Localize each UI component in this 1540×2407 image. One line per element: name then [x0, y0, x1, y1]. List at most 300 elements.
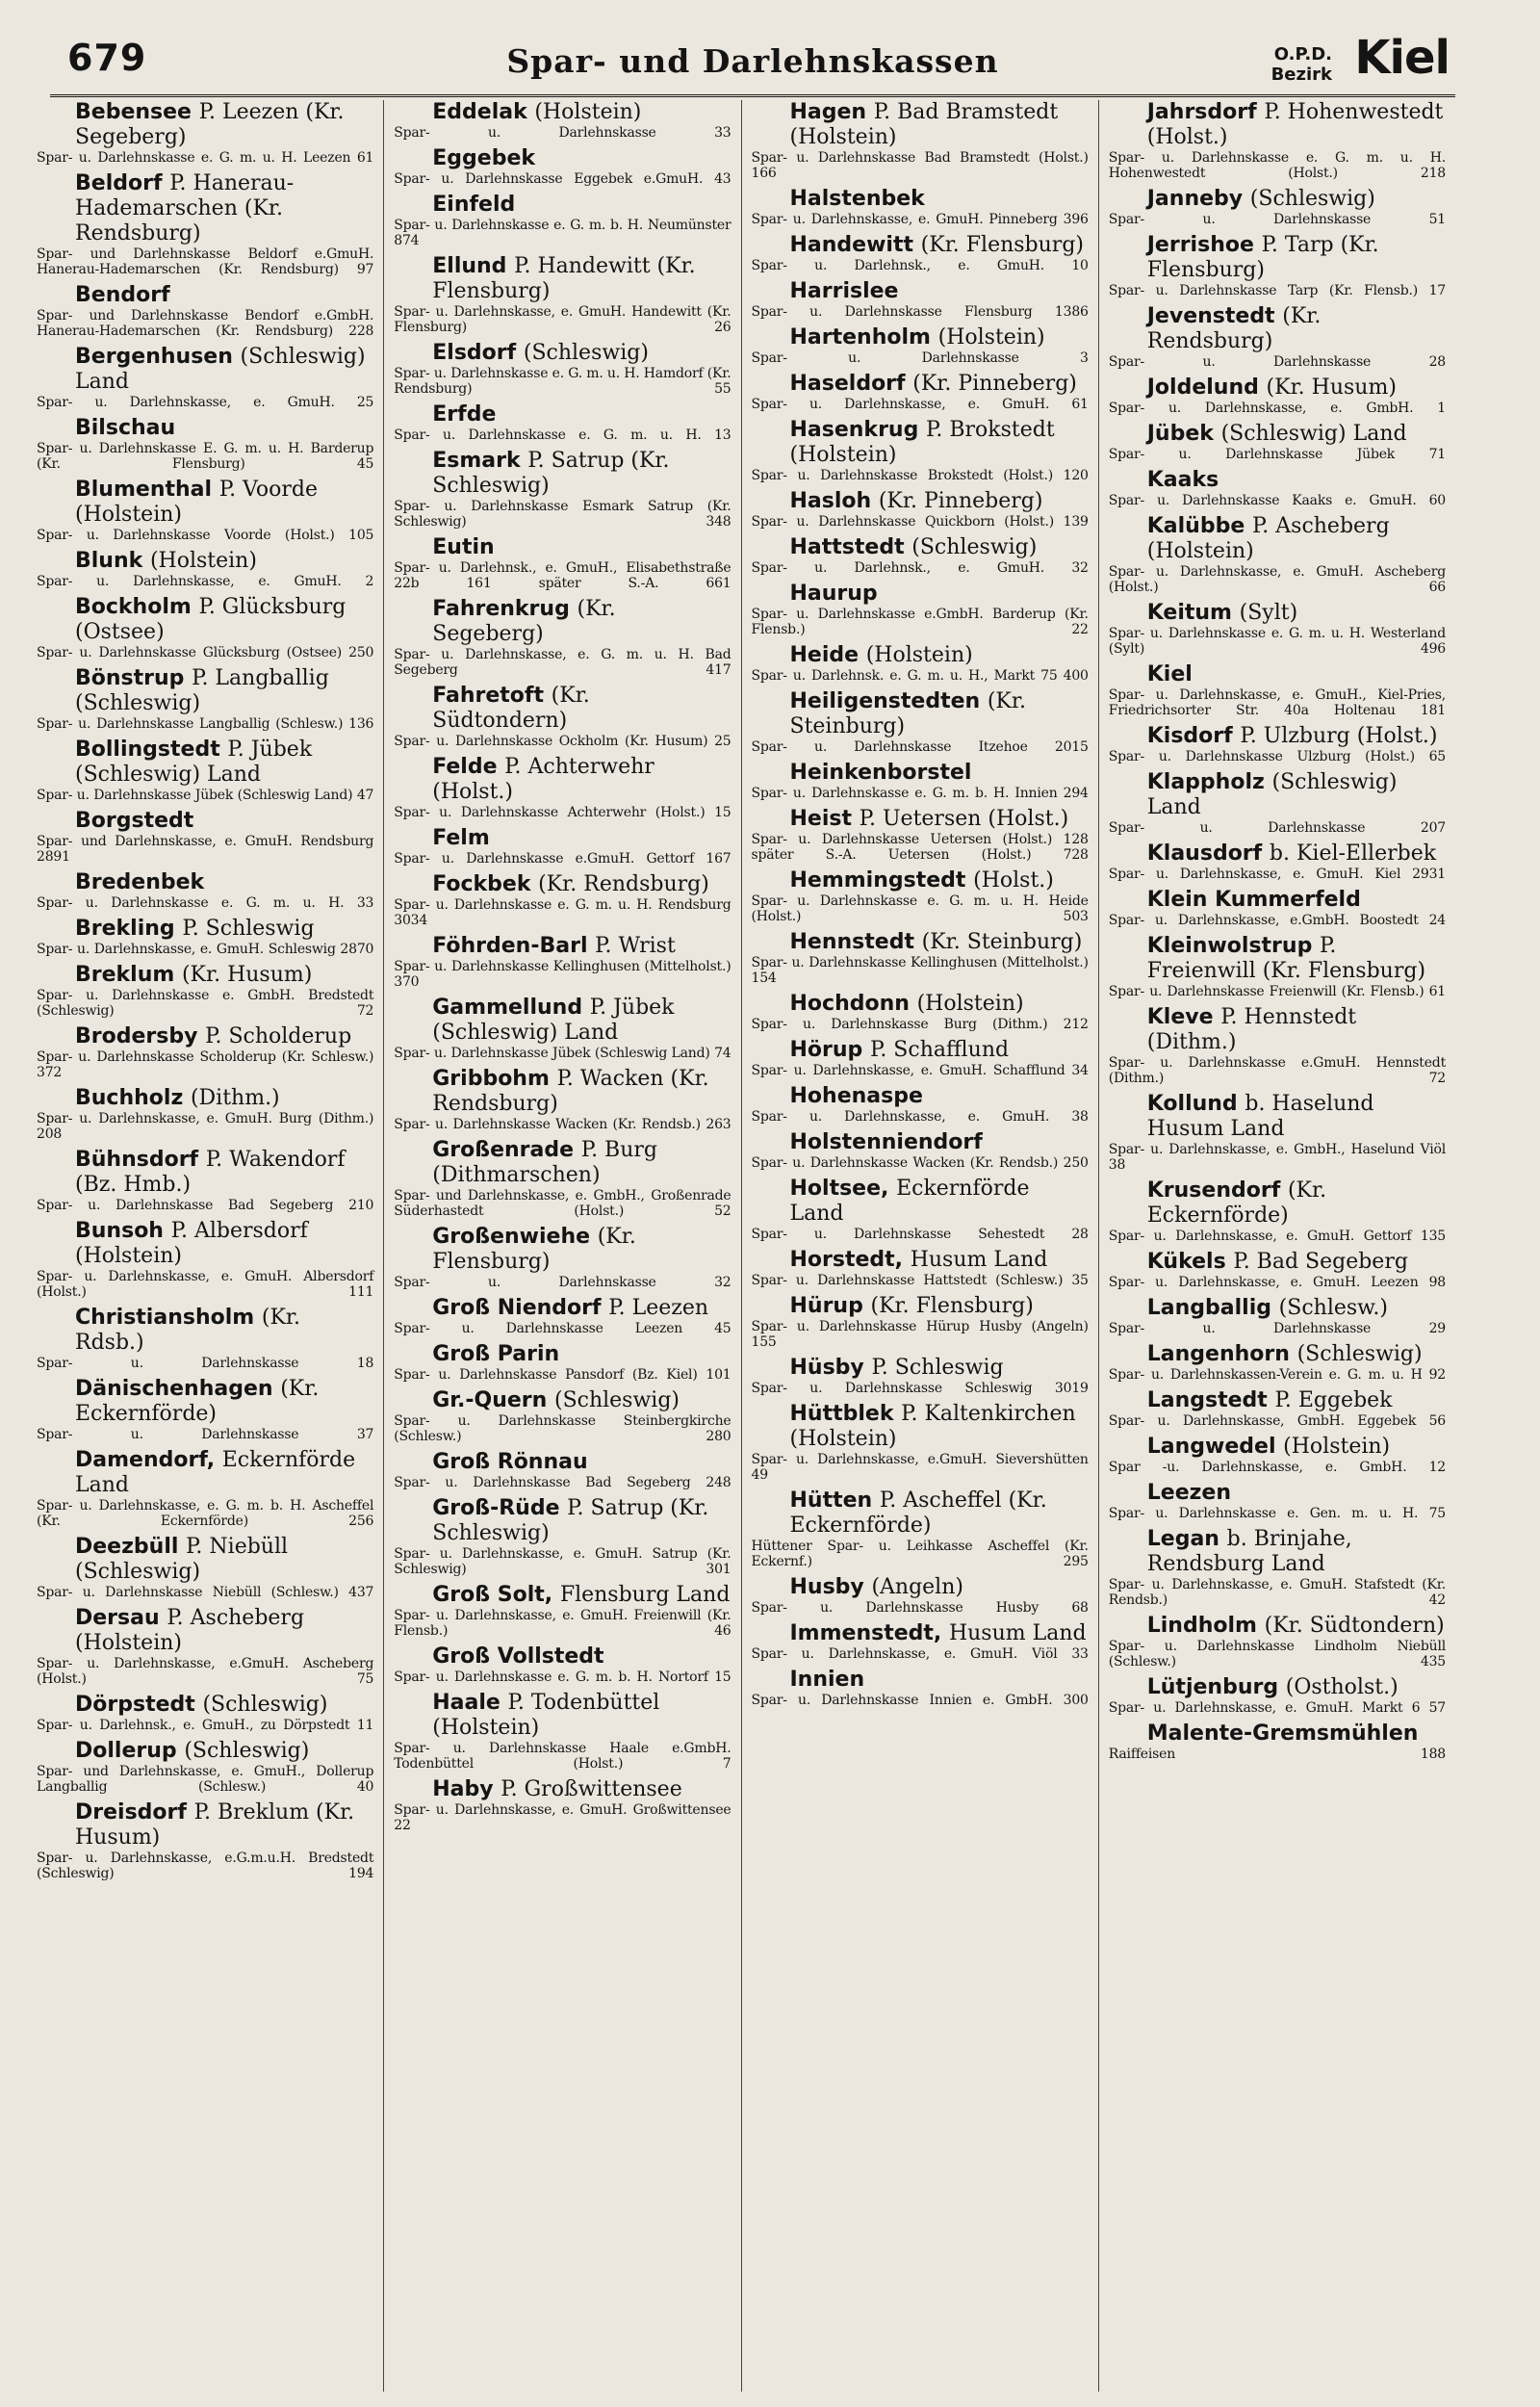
bank-detail: Spar- u. Darlehnskasse Glücksburg (Ostsee) 250	[37, 645, 374, 660]
bank-detail: Spar- u. Darlehnskasse, e. GmuH., Kiel-Pries, Friedrichsorter Str. 40a Holtenau 181	[1108, 687, 1446, 718]
place-name: Großenwiehe	[432, 1225, 591, 1249]
directory-entry	[37, 1693, 373, 1733]
place-name: Groß Parin	[432, 1342, 560, 1366]
entry-heading	[1109, 422, 1446, 447]
bank-detail: Spar- u. Darlehnskasse, e. GmuH. Handewitt (Kr. Flensburg) 26	[394, 304, 732, 335]
place-name: Hasloh	[789, 489, 872, 513]
bank-detail: Spar- u. Darlehnskasse Kellinghusen (Mittelholst.) 154	[751, 955, 1089, 986]
place-name: Groß-Rüde	[432, 1496, 560, 1520]
entry-heading	[394, 146, 731, 171]
directory-entry	[37, 870, 373, 911]
post-office: P. Jübek (Schleswig) Land	[75, 738, 313, 787]
directory-entry	[37, 1448, 373, 1529]
post-office: (Kr. Rdsb.)	[75, 1306, 300, 1355]
place-name: Klappholz	[1146, 770, 1265, 794]
bank-detail: Spar- u. Darlehnskasse, e. GmuH. 2	[37, 574, 374, 589]
place-name: Esmark	[432, 449, 521, 473]
post-office: (Kr. Rendsburg)	[1146, 304, 1322, 353]
entry-heading	[394, 1450, 731, 1475]
entry-heading	[1109, 468, 1446, 493]
entry-heading	[752, 582, 1089, 607]
bank-detail: Spar- u. Darlehnskasse, e. G. m. b. H. Ascheffel (Kr. Eckernförde) 256	[37, 1498, 374, 1529]
bank-detail: Spar- u. Darlehnskasse, e.GmuH. Sievershütten 49	[751, 1452, 1089, 1483]
directory-entry	[394, 1388, 731, 1444]
place-name: Husby	[789, 1575, 864, 1599]
bank-detail: Spar- u. Darlehnskasse e. G. m. u. H. Westerland (Sylt) 496	[1108, 626, 1446, 657]
bank-detail: Spar- u. Darlehnskasse Niebüll (Schlesw.) 437	[37, 1585, 374, 1600]
entry-heading	[1109, 724, 1446, 749]
place-name: Harrislee	[789, 279, 899, 303]
place-name: Kisdorf	[1146, 724, 1233, 748]
bank-detail: Spar- u. Darlehnskasse e. G. m. u. H. Hohenwestedt (Holst.) 218	[1108, 150, 1446, 181]
directory-entry	[394, 193, 731, 248]
bank-detail: Raiffeisen 188	[1108, 1747, 1446, 1762]
post-office: (Schlesw.)	[1278, 1296, 1388, 1320]
place-name: Hürup	[789, 1294, 863, 1318]
bank-detail: Spar- u. Darlehnskasse Tarp (Kr. Flensb.) 17	[1108, 283, 1446, 298]
place-name: Dollerup	[75, 1739, 177, 1763]
place-name: Föhrden-Barl	[432, 934, 588, 958]
entry-heading	[37, 666, 373, 716]
place-name: Hasenkrug	[789, 418, 919, 442]
directory-entry	[1109, 1250, 1446, 1290]
directory-entry	[1109, 724, 1446, 764]
bank-detail: Spar- u. Darlehnskasse, e. GmuH. Burg (Dithm.) 208	[37, 1111, 374, 1142]
directory-entry	[394, 146, 731, 187]
bank-detail: Spar- u. Darlehnskasse e. G. m. u. H. 33	[37, 895, 374, 911]
entry-heading	[394, 402, 731, 427]
directory-entry	[394, 535, 731, 591]
directory-entry	[394, 1583, 731, 1639]
entry-heading	[37, 738, 373, 788]
place-name: Kleve	[1146, 1005, 1214, 1029]
place-name: Hattstedt	[789, 535, 905, 559]
post-office: Flensburg Land	[559, 1583, 731, 1607]
entry-heading	[1109, 1092, 1446, 1142]
entry-heading	[752, 992, 1089, 1017]
entry-heading	[1109, 934, 1446, 984]
bank-detail: Spar- u. Darlehnskasse e. GmbH. Bredstedt (Schleswig) 72	[37, 988, 374, 1019]
place-name: Lütjenburg	[1146, 1675, 1279, 1699]
entry-heading	[37, 1306, 373, 1356]
directory-entry	[752, 1668, 1089, 1708]
directory-entry	[752, 643, 1089, 684]
post-office: (Holstein)	[916, 992, 1024, 1016]
directory-entry	[37, 549, 373, 589]
post-office: (Kr. Segeberg)	[432, 597, 616, 646]
bank-detail: Spar- u. Darlehnskasse Ulzburg (Holst.) 65	[1108, 749, 1446, 764]
post-office: (Sylt)	[1239, 601, 1298, 625]
entry-heading	[1109, 1342, 1446, 1367]
place-name: Blumenthal	[75, 478, 213, 502]
bank-detail: Spar- u. Darlehnskasse e.GmuH. Gettorf 167	[394, 851, 732, 867]
entry-heading	[1109, 1388, 1446, 1413]
place-name: Bebensee	[75, 100, 192, 124]
entry-heading	[1109, 770, 1446, 820]
entry-heading	[37, 1800, 373, 1851]
bank-detail: Spar- u. Darlehnskasse, GmbH. Eggebek 56	[1108, 1413, 1446, 1429]
bezirk-label: Bezirk	[1270, 65, 1332, 85]
place-name: Bockholm	[75, 595, 192, 619]
entry-heading	[37, 1024, 373, 1049]
place-name: Hennstedt	[789, 930, 914, 954]
bank-detail: Spar- u. Darlehnskasse 32	[394, 1275, 732, 1290]
entry-heading	[1109, 1721, 1446, 1747]
place-name: Haale	[432, 1691, 500, 1715]
directory-entry	[37, 1739, 373, 1795]
directory-entry	[752, 1621, 1089, 1662]
post-office: (Kr. Flensburg)	[432, 1225, 636, 1274]
entry-heading	[394, 1644, 731, 1669]
bank-detail: Spar- u. Darlehnskasse, e. G. m. u. H. Bad Segeberg 417	[394, 647, 732, 678]
post-office: P. Achterwehr (Holst.)	[432, 755, 654, 804]
page-number: 679	[67, 37, 147, 79]
place-name: Eddelak	[432, 100, 527, 124]
directory-entry	[394, 1691, 731, 1772]
page-title: Spar- und Darlehnskassen	[506, 42, 999, 80]
directory-entry	[752, 535, 1089, 576]
directory-entry	[394, 1342, 731, 1383]
bank-detail: Spar- u. Darlehnskasse, e. GmbH., Haselund Viöl 38	[1108, 1142, 1446, 1173]
entry-heading	[1109, 1675, 1446, 1700]
directory-entry	[394, 934, 731, 990]
entry-heading	[37, 1448, 373, 1498]
directory-entry	[1109, 1675, 1446, 1716]
bank-detail: Spar- u. Darlehnskasse, e. GmuH. 61	[751, 397, 1089, 412]
post-office: (Dithm.)	[190, 1086, 280, 1110]
post-office: (Schleswig) Land	[1220, 422, 1407, 446]
place-name: Bönstrup	[75, 666, 185, 690]
directory-entry	[752, 1038, 1089, 1078]
directory-entry	[752, 1356, 1089, 1396]
place-name: Jübek	[1146, 422, 1214, 446]
directory-entry	[752, 689, 1089, 755]
entry-heading	[394, 755, 731, 805]
entry-heading	[37, 283, 373, 308]
entry-heading	[752, 1668, 1089, 1693]
entry-heading	[394, 254, 731, 304]
entry-heading	[752, 535, 1089, 560]
post-office: P. Tarp (Kr. Flensburg)	[1146, 233, 1379, 282]
directory-entry	[1109, 662, 1446, 718]
post-office: P. Freienwill (Kr. Flensburg)	[1146, 934, 1426, 983]
post-office: P. Leezen	[608, 1296, 709, 1320]
entry-heading	[1109, 1481, 1446, 1506]
post-office: P. Uetersen (Holst.)	[859, 807, 1069, 831]
place-name: Klausdorf	[1146, 841, 1263, 866]
place-name: Innien	[789, 1668, 865, 1692]
column-2	[384, 100, 741, 2392]
directory-entry	[752, 1248, 1089, 1288]
bank-detail: Spar- u. Darlehnskasse, e. GmuH. Kiel 2931	[1108, 867, 1446, 882]
entry-heading	[752, 1575, 1089, 1600]
directory-entry	[37, 1024, 373, 1080]
entry-heading	[37, 809, 373, 834]
directory-entry	[752, 1084, 1089, 1125]
bank-detail: Spar- u. Darlehnskasse, e. GmuH. Stafstedt (Kr. Rendsb.) 42	[1108, 1577, 1446, 1608]
place-name: Horstedt,	[789, 1248, 904, 1272]
place-name: Bunsoh	[75, 1219, 164, 1243]
entry-heading	[37, 478, 373, 528]
directory-entry	[1109, 1296, 1446, 1336]
bank-detail: Spar- u. Darlehnskasse Wacken (Kr. Rendsb.) 250	[751, 1155, 1089, 1171]
post-office: P. Burg (Dithmarschen)	[432, 1138, 657, 1187]
directory-entry	[1109, 1481, 1446, 1521]
bank-detail: Spar- u. Darlehnskasse, e. GmbH. 1	[1108, 401, 1446, 416]
directory-entry	[1109, 514, 1446, 595]
directory-entry	[394, 254, 731, 335]
post-office: (Kr. Pinneberg)	[878, 489, 1043, 513]
opd-label: O.P.D.	[1273, 44, 1332, 65]
bank-detail: Spar- u. Darlehnskasse e. G. m. b. H. Nortorf 15	[394, 1669, 732, 1685]
post-office: P. Schleswig	[871, 1356, 1004, 1380]
place-name: Gammellund	[432, 996, 583, 1020]
post-office: (Schleswig)	[523, 341, 649, 365]
place-name: Dreisdorf	[75, 1800, 187, 1825]
bank-detail: Spar- u. Darlehnskasse 29	[1108, 1321, 1446, 1336]
entry-heading	[394, 1342, 731, 1367]
directory-entry	[752, 1130, 1089, 1171]
bank-detail: Spar- u. Darlehnskasse e. G. m. b. H. Neumünster 874	[394, 218, 732, 248]
bank-detail: Spar- u. Darlehnskasse e. G. m. u. H. 13	[394, 427, 732, 443]
bank-detail: Spar- u. Darlehnskasse Burg (Dithm.) 212	[751, 1017, 1089, 1032]
bank-detail: Spar- u. Darlehnskasse Jübek 71	[1108, 447, 1446, 462]
place-name: Breklum	[75, 963, 175, 987]
bank-detail: Spar- u. Darlehnskasse Bad Segeberg 210	[37, 1198, 374, 1213]
bank-detail: Spar- u. Darlehnskasse e. G. m. u. H. Leezen 61	[37, 150, 374, 166]
place-name: Bollingstedt	[75, 738, 220, 762]
entry-heading	[1109, 888, 1446, 913]
entry-heading	[1109, 187, 1446, 212]
directory-entry	[37, 1535, 373, 1600]
place-name: Immenstedt,	[789, 1621, 942, 1645]
place-name: Handewitt	[789, 233, 913, 257]
place-name: Einfeld	[432, 193, 516, 217]
entry-heading	[1109, 1614, 1446, 1639]
bank-detail: Spar- u. Darlehnskasse, e. GmuH. Viöl 33	[751, 1646, 1089, 1662]
entry-heading	[752, 1402, 1089, 1452]
place-name: Legan	[1146, 1527, 1219, 1551]
directory-entry	[394, 1777, 731, 1833]
entry-heading	[752, 100, 1089, 150]
entry-heading	[394, 996, 731, 1046]
place-name: Joldelund	[1146, 375, 1259, 400]
place-name: Großenrade	[432, 1138, 575, 1162]
entry-heading	[394, 1067, 731, 1117]
place-name: Kollund	[1146, 1092, 1238, 1116]
directory-entry	[752, 187, 1089, 227]
directory-entry	[394, 597, 731, 678]
bank-detail: Spar- u. Darlehnskasse Voorde (Holst.) 105	[37, 528, 374, 543]
post-office: P. Bad Bramstedt (Holstein)	[789, 100, 1059, 149]
column-4	[1099, 100, 1455, 2392]
directory-entry	[37, 1148, 373, 1213]
entry-heading	[37, 416, 373, 441]
bank-detail: Spar- u. Darlehnskasse, e.GmuH. Ascheberg (Holst.) 75	[37, 1656, 374, 1687]
bank-detail: Spar- u. Darlehnskasse e. G. m. u. H. Heide (Holst.) 503	[751, 893, 1089, 924]
post-office: (Schleswig)	[553, 1388, 680, 1412]
bank-detail: Spar- u. Darlehnskasse, e. GmuH. Satrup (Kr. Schleswig) 301	[394, 1546, 732, 1577]
place-name: Fahretoft	[432, 684, 544, 708]
directory-entry	[752, 761, 1089, 801]
entry-heading	[394, 1225, 731, 1275]
directory-entry	[1109, 1527, 1446, 1608]
place-name: Heide	[789, 643, 860, 667]
directory-entry	[37, 1086, 373, 1142]
post-office: P. Wakendorf (Bz. Hmb.)	[75, 1148, 346, 1197]
bank-detail: Spar- u. Darlehnsk. e. G. m. u. H., Markt 75 400	[751, 668, 1089, 684]
directory-entry	[394, 755, 731, 820]
post-office: P. Langballig (Schleswig)	[75, 666, 329, 715]
place-name: Heinkenborstel	[789, 761, 972, 785]
entry-heading	[37, 1219, 373, 1269]
entry-heading	[394, 597, 731, 647]
entry-heading	[37, 345, 373, 395]
entry-heading	[37, 549, 373, 574]
directory-entry	[1109, 1435, 1446, 1475]
bank-detail: Spar- u. Darlehnskasse, e.G.m.u.H. Bredstedt (Schleswig) 194	[37, 1851, 374, 1881]
entry-heading	[394, 934, 731, 959]
place-name: Dersau	[75, 1606, 160, 1630]
entry-heading	[1109, 662, 1446, 687]
place-name: Hagen	[789, 100, 867, 124]
entry-heading	[752, 1621, 1089, 1646]
place-name: Hüsby	[789, 1356, 864, 1380]
directory-entry	[1109, 304, 1446, 370]
post-office: P. Großwittensee	[500, 1777, 682, 1801]
place-name: Ellund	[432, 254, 507, 278]
directory-entry	[37, 1606, 373, 1687]
directory-entry	[37, 478, 373, 543]
entry-heading	[394, 1388, 731, 1413]
post-office: P. Glücksburg (Ostsee)	[75, 595, 346, 644]
entry-heading	[1109, 1005, 1446, 1055]
entry-heading	[37, 1086, 373, 1111]
directory-entry	[1109, 187, 1446, 227]
entry-heading	[752, 1084, 1089, 1109]
entry-heading	[752, 930, 1089, 955]
directory-entry	[1109, 375, 1446, 416]
directory-entry	[37, 917, 373, 957]
entry-heading	[752, 1038, 1089, 1063]
bank-detail: Spar- u. Darlehnskasse Innien e. GmbH. 300	[751, 1693, 1089, 1708]
post-office: P. Satrup (Kr. Schleswig)	[432, 449, 670, 498]
entry-heading	[752, 1294, 1089, 1319]
directory-entry	[1109, 1388, 1446, 1429]
bank-detail: Spar- u. Darlehnskasse e. Gen. m. u. H. 75	[1108, 1506, 1446, 1521]
post-office: (Kr. Rendsburg)	[538, 872, 709, 896]
entry-heading	[752, 1130, 1089, 1155]
entry-heading	[752, 325, 1089, 350]
place-name: Halstenbek	[789, 187, 925, 211]
entry-heading	[37, 870, 373, 895]
entry-heading	[1109, 514, 1446, 564]
bank-detail: Spar -u. Darlehnskasse, e. GmbH. 12	[1108, 1460, 1446, 1475]
place-name: Lindholm	[1146, 1614, 1257, 1638]
place-name: Holstenniendorf	[789, 1130, 983, 1154]
place-name: Borgstedt	[75, 809, 194, 833]
post-office: (Schleswig) Land	[75, 345, 366, 394]
bank-detail: Spar- u. Darlehnskasse Bad Segeberg 248	[394, 1475, 732, 1490]
bank-detail: Spar- u. Darlehnskasse Freienwill (Kr. Flensb.) 61	[1108, 984, 1446, 999]
directory-entry	[1109, 934, 1446, 999]
post-office: P. Breklum (Kr. Husum)	[75, 1800, 355, 1850]
post-office: P. Voorde (Holstein)	[75, 478, 319, 527]
bank-detail: Spar- und Darlehnskasse, e. GmuH. Rendsburg 2891	[37, 834, 374, 865]
bank-detail: Spar- u. Darlehnskasse 28	[1108, 354, 1446, 370]
directory-entry	[752, 372, 1089, 412]
bank-detail: Spar- u. Darlehnskasse, e. GmuH. Pinneberg 396	[751, 212, 1089, 227]
place-name: Dörpstedt	[75, 1693, 195, 1717]
bank-detail: Spar- u. Darlehnskasse e. G. m. u. H. Rendsburg 3034	[394, 897, 732, 928]
post-office: P. Hennstedt (Dithm.)	[1146, 1005, 1357, 1054]
directory-entry	[394, 826, 731, 867]
post-office: (Kr. Steinburg)	[921, 930, 1083, 954]
place-name: Malente-Gremsmühlen	[1146, 1721, 1419, 1746]
entry-heading	[1109, 304, 1446, 354]
bank-detail: Spar- u. Darlehnskasse Steinbergkirche (Schlesw.) 280	[394, 1413, 732, 1444]
entry-heading	[1109, 1296, 1446, 1321]
directory-entry	[752, 489, 1089, 530]
entry-heading	[394, 1138, 731, 1188]
entry-heading	[1109, 1178, 1446, 1229]
directory-columns	[27, 100, 1455, 2392]
place-name: Kiel	[1146, 662, 1193, 686]
directory-entry	[752, 325, 1089, 366]
post-office: (Kr. Husum)	[181, 963, 313, 987]
entry-heading	[37, 1377, 373, 1427]
place-name: Kükels	[1146, 1250, 1226, 1274]
place-name: Langenhorn	[1146, 1342, 1290, 1366]
post-office: (Kr. Eckernförde)	[1146, 1178, 1327, 1228]
entry-heading	[1109, 601, 1446, 626]
directory-entry	[37, 1377, 373, 1442]
place-name: Hüttblek	[789, 1402, 894, 1426]
directory-entry	[1109, 1178, 1446, 1244]
place-name: Leezen	[1146, 1481, 1231, 1505]
bank-detail: Spar- u. Darlehnskasse Pansdorf (Bz. Kiel) 101	[394, 1367, 732, 1383]
post-office: Husum Land	[948, 1621, 1087, 1645]
directory-entry	[394, 1450, 731, 1490]
post-office: (Schleswig)	[911, 535, 1038, 559]
directory-entry	[1109, 1721, 1446, 1762]
place-name: Eggebek	[432, 146, 535, 170]
entry-heading	[752, 761, 1089, 786]
directory-entry	[752, 1402, 1089, 1483]
directory-entry	[394, 100, 731, 141]
directory-entry	[37, 666, 373, 732]
place-name: Buchholz	[75, 1086, 184, 1110]
place-name: Bergenhusen	[75, 345, 233, 369]
column-1	[27, 100, 384, 2392]
place-name: Hörup	[789, 1038, 863, 1062]
bank-detail: Spar- u. Darlehnskasse, e. GmuH. Schleswig 2870	[37, 942, 374, 957]
entry-heading	[394, 1691, 731, 1741]
bank-detail: Spar- u. Darlehnskasse Ockholm (Kr. Husum) 25	[394, 734, 732, 749]
place-name: Langstedt	[1146, 1388, 1268, 1412]
directory-entry	[1109, 233, 1446, 298]
post-office: P. Bad Segeberg	[1233, 1250, 1408, 1274]
directory-entry	[37, 100, 373, 166]
bank-detail: Spar- u. Darlehnskasse e.GmbH. Barderup (Kr. Flensb.) 22	[751, 607, 1089, 637]
place-name: Groß Niendorf	[432, 1296, 602, 1320]
place-name: Hochdonn	[789, 992, 910, 1016]
post-office: (Kr. Eckernförde)	[75, 1377, 320, 1426]
directory-entry	[37, 1306, 373, 1371]
directory-entry	[394, 872, 731, 928]
bank-detail: Spar- und Darlehnskasse Bendorf e.GmbH. Hanerau-Hademarschen (Kr. Rendsburg) 228	[37, 308, 374, 339]
entry-heading	[394, 1296, 731, 1321]
